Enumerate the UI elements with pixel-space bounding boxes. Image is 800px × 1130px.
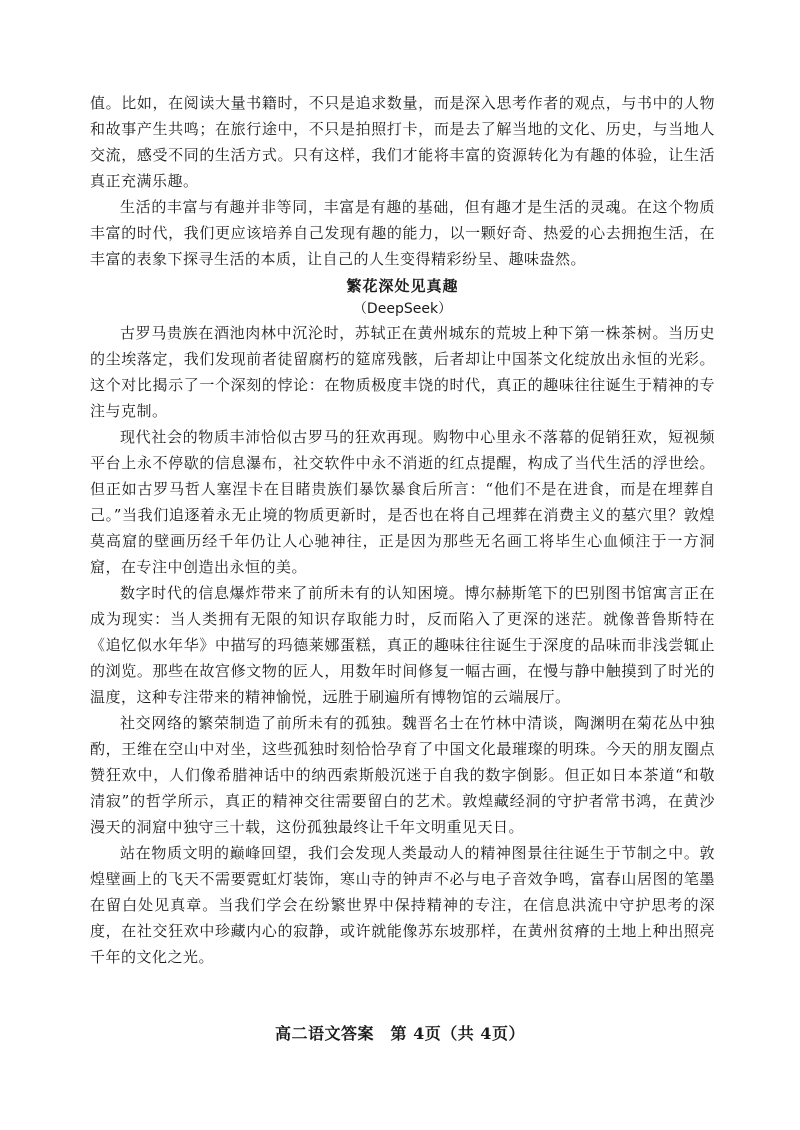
essay-author: （DeepSeek） — [352, 301, 453, 317]
essay-paragraph-2: 现代社会的物质丰沛恰似古罗马的狂欢再现。购物中心里永不落幕的促销狂欢，短视频平台上永不停歇的信息瀑布，社交软件中永不消逝的红点提醒，构成了当代生活的浮世绘。但正如古罗马哲人塞涅卡在目睹贵族们暴饮暴食后所言：“他们不是在进食，而是在埋葬自己。”当我们追逐着永无止境的物质更新时，是否也在将自己埋葬在消费主义的墓穴里？敦煌莫高窟的壁画历经千年仍让人心驰神往，正是因为那些无名画工将毕生心血倾注于一方洞窟，在专注中创造出永恒的美。 — [90, 428, 715, 576]
page-content — [90, 90, 715, 970]
essay-paragraph-5: 站在物质文明的巅峰回望，我们会发现人类最动人的精神图景往往诞生于节制之中。敦煌壁画上的飞天不需要霓虹灯装饰，寒山寺的钟声不必与电子音效争鸣，富春山居图的笔墨在留白处见真章。当我们学会在纷繁世界中保持精神的专注，在信息洪流中守护思考的深度，在社交狂欢中珍藏内心的寂静，或许就能像苏东坡那样，在黄州贫瘠的土地上种出照亮千年的文化之光。 — [90, 844, 715, 966]
page-footer: 高二语文答案 第 4页（共 4页） — [275, 1024, 525, 1043]
conclusion-paragraph: 生活的丰富与有趣并非等同，丰富是有趣的基础，但有趣才是生活的灵魂。在这个物质丰富的时代，我们更应该培养自己发现有趣的能力，以一颗好奇、热爱的心去拥抱生活，在丰富的表象下探寻生活的本质，让自己的人生变得精彩纷呈、趣味盎然。 — [90, 198, 715, 268]
essay-title: 繁花深处见真趣 — [346, 277, 459, 295]
essay-paragraph-4: 社交网络的繁荣制造了前所未有的孤独。魏晋名士在竹林中清谈，陶渊明在菊花丛中独酌，王维在空山中对坐，这些孤独时刻恰恰孕育了中国文化最璀璨的明珠。今天的朋友圈点赞狂欢中，人们像希腊神话中的纳西索斯般沉迷于自我的数字倒影。但正如日本茶道“和敬清寂”的哲学所示，真正的精神交往需要留白的艺术。敦煌藏经洞的守护者常书鸿，在黄沙漫天的洞窟中独守三十载，这份孤独最终让千年文明重见天日。 — [90, 714, 715, 836]
carryover-paragraph: 值。比如，在阅读大量书籍时，不只是追求数量，而是深入思考作者的观点，与书中的人物和故事产生共鸣；在旅行途中，不只是拍照打卡，而是去了解当地的文化、历史，与当地人交流，感受不同的生活方式。只有这样，我们才能将丰富的资源转化为有趣的体验，让生活真正充满乐趣。 — [90, 94, 715, 190]
essay-paragraph-3: 数字时代的信息爆炸带来了前所未有的认知困境。博尔赫斯笔下的巴别图书馆寓言正在成为现实：当人类拥有无限的知识存取能力时，反而陷入了更深的迷茫。就像普鲁斯特在《追忆似水年华》中描写的玛德莱娜蛋糕，真正的趣味往往诞生于深度的品味而非浅尝辄止的浏览。那些在故宫修文物的匠人，用数年时间修复一幅古画，在慢与静中触摸到了时光的温度，这种专注带来的精神愉悦，远胜于刷遍所有博物馆的云端展厅。 — [90, 584, 715, 706]
essay-paragraph-1: 古罗马贵族在酒池肉林中沉沦时，苏轼正在黄州城东的荒坡上种下第一株茶树。当历史的尘埃落定，我们发现前者徒留腐朽的筵席残骸，后者却让中国茶文化绽放出永恒的光彩。这个对比揭示了一个深刻的悖论：在物质极度丰饶的时代，真正的趣味往往诞生于精神的专注与克制。 — [90, 324, 715, 420]
